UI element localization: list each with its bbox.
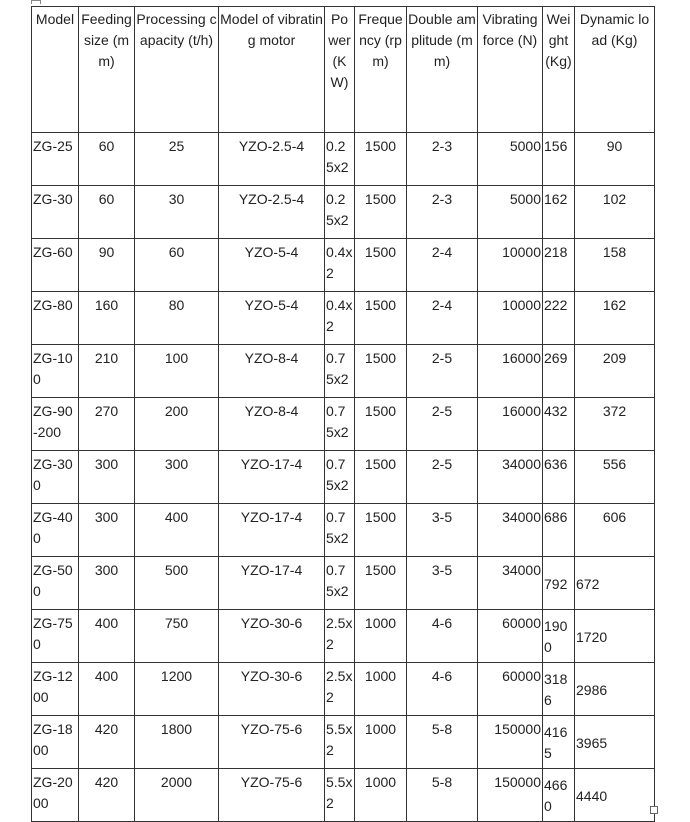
table-cell: 60 — [79, 186, 135, 239]
table-cell: YZO-5-4 — [219, 239, 325, 292]
table-cell: 300 — [135, 451, 219, 504]
header-cell: Dynamic load (Kg) — [575, 7, 655, 133]
table-cell: 222 — [543, 292, 575, 345]
table-row — [32, 769, 655, 822]
table-cell: 2000 — [135, 769, 219, 822]
table-cell: YZO-30-6 — [219, 663, 325, 716]
table-cell: 400 — [79, 610, 135, 663]
table-row — [32, 610, 655, 663]
table-cell: 3186 — [543, 663, 575, 716]
table-cell: ZG-90-200 — [32, 398, 79, 451]
table-row — [32, 186, 655, 239]
table-row — [32, 133, 655, 186]
table-cell: 4-6 — [407, 663, 478, 716]
table-cell: 372 — [575, 398, 655, 451]
header-cell: Weight (Kg) — [543, 7, 575, 133]
table-cell: 4440 — [575, 769, 655, 822]
table-end-mark — [650, 806, 658, 814]
table-cell: 90 — [575, 133, 655, 186]
table-cell: 0.75x2 — [325, 451, 355, 504]
table-cell: YZO-8-4 — [219, 345, 325, 398]
table-cell: 2-3 — [407, 186, 478, 239]
table-cell: 4-6 — [407, 610, 478, 663]
table-cell: 0.75x2 — [325, 557, 355, 610]
table-cell: 300 — [79, 451, 135, 504]
table-cell: 5.5x2 — [325, 716, 355, 769]
table-cell: 1500 — [355, 451, 407, 504]
table-cell: 0.75x2 — [325, 504, 355, 557]
table-cell: ZG-300 — [32, 451, 79, 504]
table-row — [32, 239, 655, 292]
table-cell: YZO-5-4 — [219, 292, 325, 345]
table-cell: 30 — [135, 186, 219, 239]
table-row — [32, 292, 655, 345]
table-cell: 300 — [79, 557, 135, 610]
table-cell: 432 — [543, 398, 575, 451]
table-cell: 2.5x2 — [325, 610, 355, 663]
table-cell: 672 — [575, 557, 655, 610]
table-cell: 5-8 — [407, 716, 478, 769]
table-cell: 100 — [135, 345, 219, 398]
table-row — [32, 716, 655, 769]
table-cell: 400 — [79, 663, 135, 716]
header-cell: Frequency (rpm) — [355, 7, 407, 133]
table-cell: 0.75x2 — [325, 398, 355, 451]
table-cell: 1800 — [135, 716, 219, 769]
header-cell: Vibrating force (N) — [478, 7, 543, 133]
table-cell: 2-5 — [407, 345, 478, 398]
table-cell: ZG-30 — [32, 186, 79, 239]
table-cell: 5-8 — [407, 769, 478, 822]
table-cell: 1500 — [355, 292, 407, 345]
table-cell: 2-5 — [407, 398, 478, 451]
table-cell: 0.25x2 — [325, 186, 355, 239]
table-cell: 686 — [543, 504, 575, 557]
table-cell: 1000 — [355, 716, 407, 769]
table-cell: 270 — [79, 398, 135, 451]
table-cell: 1900 — [543, 610, 575, 663]
table-cell: 1500 — [355, 239, 407, 292]
table-cell: YZO-75-6 — [219, 769, 325, 822]
table-cell: YZO-2.5-4 — [219, 133, 325, 186]
table-cell: 34000 — [478, 557, 543, 610]
table-cell: 209 — [575, 345, 655, 398]
table-cell: 1500 — [355, 398, 407, 451]
table-cell: 162 — [575, 292, 655, 345]
table-cell: 4660 — [543, 769, 575, 822]
header-cell: Feeding size (mm) — [79, 7, 135, 133]
table-cell: 0.4x2 — [325, 292, 355, 345]
table-cell: 269 — [543, 345, 575, 398]
table-cell: 200 — [135, 398, 219, 451]
table-cell: 1000 — [355, 769, 407, 822]
table-body — [32, 7, 655, 822]
table-cell: 25 — [135, 133, 219, 186]
table-cell: 156 — [543, 133, 575, 186]
table-cell: 34000 — [478, 504, 543, 557]
table-cell: ZG-400 — [32, 504, 79, 557]
table-anchor-mark — [31, 0, 41, 4]
table-cell: ZG-1200 — [32, 663, 79, 716]
table-cell: YZO-8-4 — [219, 398, 325, 451]
table-cell: 60 — [135, 239, 219, 292]
table-cell: 500 — [135, 557, 219, 610]
table-cell: 1500 — [355, 186, 407, 239]
table-cell: 420 — [79, 716, 135, 769]
table-cell: 636 — [543, 451, 575, 504]
table-cell: 1000 — [355, 663, 407, 716]
table-cell: 4165 — [543, 716, 575, 769]
header-cell: Double amplitude (mm) — [407, 7, 478, 133]
table-cell: YZO-17-4 — [219, 557, 325, 610]
table-cell: 160 — [79, 292, 135, 345]
table-cell: 60000 — [478, 610, 543, 663]
table-cell: 210 — [79, 345, 135, 398]
table-cell: 0.4x2 — [325, 239, 355, 292]
table-row — [32, 345, 655, 398]
table-cell: 3965 — [575, 716, 655, 769]
table-cell: 420 — [79, 769, 135, 822]
table-cell: 10000 — [478, 239, 543, 292]
header-cell: Model of vibrating motor — [219, 7, 325, 133]
table-row — [32, 504, 655, 557]
table-cell: 2986 — [575, 663, 655, 716]
table-cell: 1500 — [355, 133, 407, 186]
table-cell: 5.5x2 — [325, 769, 355, 822]
table-cell: 2-5 — [407, 451, 478, 504]
header-cell: Model — [32, 7, 79, 133]
table-cell: ZG-2000 — [32, 769, 79, 822]
table-cell: 34000 — [478, 451, 543, 504]
table-cell: ZG-25 — [32, 133, 79, 186]
table-row — [32, 451, 655, 504]
table-cell: 3-5 — [407, 504, 478, 557]
table-cell: 1500 — [355, 345, 407, 398]
table-cell: 1500 — [355, 557, 407, 610]
table-cell: YZO-17-4 — [219, 451, 325, 504]
table-cell: 16000 — [478, 398, 543, 451]
header-cell: Processing capacity (t/h) — [135, 7, 219, 133]
table-cell: YZO-75-6 — [219, 716, 325, 769]
table-cell: 0.25x2 — [325, 133, 355, 186]
header-cell: Power (KW) — [325, 7, 355, 133]
table-cell: YZO-17-4 — [219, 504, 325, 557]
table-cell: 150000 — [478, 716, 543, 769]
table-cell: 102 — [575, 186, 655, 239]
table-cell: 1200 — [135, 663, 219, 716]
table-cell: 2-4 — [407, 292, 478, 345]
specification-table — [31, 6, 655, 822]
table-cell: 300 — [79, 504, 135, 557]
table-cell: ZG-1800 — [32, 716, 79, 769]
table-cell: 150000 — [478, 769, 543, 822]
table-cell: 80 — [135, 292, 219, 345]
table-cell: ZG-60 — [32, 239, 79, 292]
table-cell: 2.5x2 — [325, 663, 355, 716]
table-cell: 5000 — [478, 186, 543, 239]
table-cell: 60000 — [478, 663, 543, 716]
table-cell: ZG-750 — [32, 610, 79, 663]
table-cell: YZO-2.5-4 — [219, 186, 325, 239]
table-cell: 162 — [543, 186, 575, 239]
table-cell: 400 — [135, 504, 219, 557]
table-cell: 1000 — [355, 610, 407, 663]
table-cell: 10000 — [478, 292, 543, 345]
table-cell: 16000 — [478, 345, 543, 398]
table-cell: 750 — [135, 610, 219, 663]
table-row — [32, 398, 655, 451]
table-cell: 1720 — [575, 610, 655, 663]
table-cell: 3-5 — [407, 557, 478, 610]
table-cell: 158 — [575, 239, 655, 292]
table-cell: ZG-500 — [32, 557, 79, 610]
table-cell: 2-3 — [407, 133, 478, 186]
table-cell: 606 — [575, 504, 655, 557]
table-cell: 218 — [543, 239, 575, 292]
table-cell: 90 — [79, 239, 135, 292]
table-cell: 60 — [79, 133, 135, 186]
table-row — [32, 557, 655, 610]
table-cell: ZG-100 — [32, 345, 79, 398]
table-cell: 1500 — [355, 504, 407, 557]
table-cell: 5000 — [478, 133, 543, 186]
table-cell: YZO-30-6 — [219, 610, 325, 663]
table-row — [32, 663, 655, 716]
header-row — [32, 7, 655, 133]
table-cell: ZG-80 — [32, 292, 79, 345]
table-cell: 556 — [575, 451, 655, 504]
table-cell: 792 — [543, 557, 575, 610]
table-cell: 2-4 — [407, 239, 478, 292]
table-cell: 0.75x2 — [325, 345, 355, 398]
